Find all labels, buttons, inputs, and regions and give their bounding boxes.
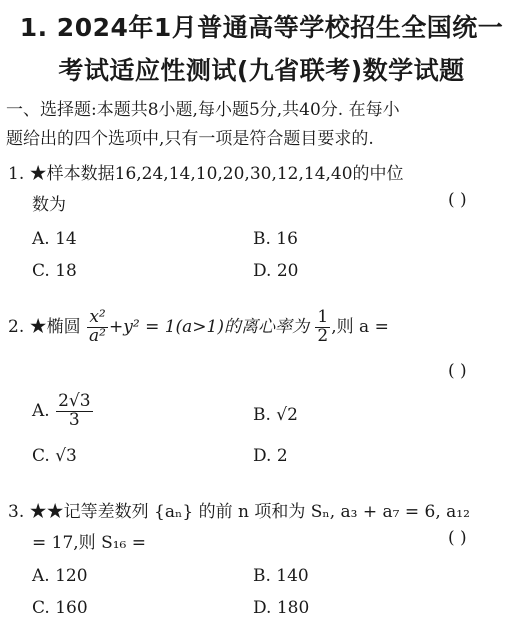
question-3-option-d: D. 180 [253, 598, 310, 618]
question-1-number: 1. [8, 164, 25, 184]
section-intro-line2: 题给出的四个选项中,只有一项是符合题目要求的. [6, 129, 374, 149]
eccentricity-denominator: 2 [317, 325, 329, 346]
question-2-option-d: D. 2 [253, 446, 288, 466]
question-1-option-c: C. 18 [32, 261, 77, 281]
question-2-text-end: ,则 a = [331, 316, 389, 337]
page-title-line2: 考试适应性测试(九省联考)数学试题 [58, 56, 465, 85]
section-intro-line1: 一、选择题:本题共8小题,每小题5分,共40分. 在每小 [6, 100, 400, 120]
question-2-option-a-label: A. [32, 400, 50, 421]
question-1-line2: 数为 [32, 195, 66, 215]
eccentricity-fraction [315, 309, 330, 346]
star-icon: ★ [29, 164, 47, 184]
star-icon: ★★ [29, 502, 64, 522]
question-2-text-mid: +y² = 1(a>1)的离心率为 [109, 316, 309, 337]
question-3-option-c: C. 160 [32, 598, 88, 618]
question-3-line1 [8, 497, 470, 522]
question-1-option-d: D. 20 [253, 261, 299, 281]
ellipse-fraction-denominator: a² [89, 325, 106, 346]
option-a-fraction [56, 393, 92, 430]
question-3-option-a: A. 120 [32, 566, 88, 586]
ellipse-fraction-numerator: x² [87, 309, 108, 328]
question-2-option-c: C. √3 [32, 446, 77, 466]
page-title-line1: 1. 2024年1月普通高等学校招生全国统一 [19, 13, 504, 42]
question-2-number: 2. [8, 316, 25, 337]
question-2-text-prefix: 椭圆 [46, 316, 81, 337]
question-3-line2: = 17,则 S₁₆ = [32, 533, 147, 553]
question-2-option-b: B. √2 [253, 405, 298, 425]
question-3-answer-blank: ( ) [448, 528, 467, 548]
question-2-answer-blank: ( ) [448, 361, 467, 381]
question-2-line1 [8, 309, 389, 346]
option-a-denominator: 3 [68, 409, 80, 430]
question-1-text: 样本数据16,24,14,10,20,30,12,14,40的中位 [46, 164, 404, 184]
question-1-line1 [8, 159, 404, 184]
eccentricity-numerator: 1 [317, 307, 329, 327]
question-1-option-b: B. 16 [253, 229, 298, 249]
star-icon: ★ [29, 316, 47, 337]
question-3-number: 3. [8, 502, 25, 522]
question-1-option-a: A. 14 [32, 229, 77, 249]
question-3-option-b: B. 140 [253, 566, 309, 586]
question-2-option-a [32, 393, 94, 430]
option-a-numerator: 2√3 [58, 391, 91, 411]
question-3-text: 记等差数列 {aₙ} 的前 n 项和为 Sₙ, a₃ + a₇ = 6, a₁₂ [63, 502, 470, 522]
question-1-answer-blank: ( ) [448, 190, 467, 210]
ellipse-fraction [87, 309, 108, 346]
